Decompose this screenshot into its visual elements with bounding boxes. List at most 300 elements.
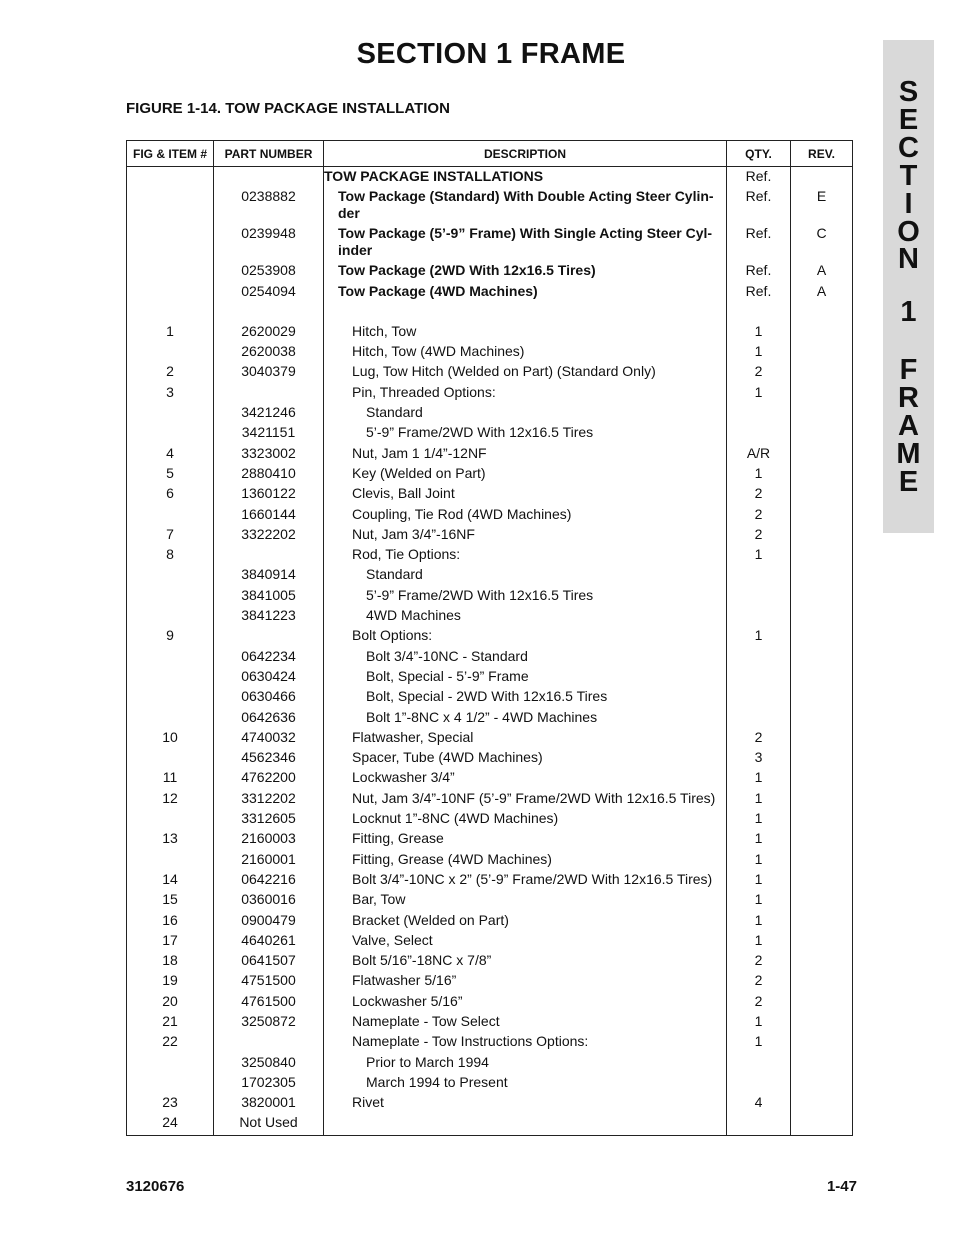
rev-cell	[791, 830, 853, 850]
description-cell	[324, 1114, 727, 1135]
fig-item-cell: 13	[127, 830, 214, 850]
rev-cell	[791, 1114, 853, 1135]
rev-cell	[791, 1054, 853, 1074]
fig-item-cell	[127, 607, 214, 627]
description-text: Nut, Jam 3/4”-10NF (5’-9” Frame/2WD With 12x16.5 Tires)	[352, 789, 716, 806]
description-text: Bolt, Special - 5’-9” Frame	[366, 667, 529, 684]
rev-cell	[791, 952, 853, 972]
part-number-cell	[214, 1033, 324, 1053]
rev-cell	[791, 506, 853, 526]
qty-cell: 1	[727, 627, 791, 647]
part-number-cell: 0253908	[214, 262, 324, 282]
description-cell	[324, 465, 727, 485]
table-row	[127, 993, 853, 1013]
part-number-cell: 0254094	[214, 283, 324, 303]
table-row	[127, 688, 853, 708]
rev-cell	[791, 445, 853, 465]
table-row	[127, 709, 853, 729]
fig-item-cell	[127, 167, 214, 189]
description-cell	[324, 1013, 727, 1033]
description-cell	[324, 851, 727, 871]
side-tab-letter: R	[898, 382, 919, 414]
description-text: Clevis, Ball Joint	[352, 485, 455, 502]
description-text: 5’-9” Frame/2WD With 12x16.5 Tires	[366, 586, 594, 603]
part-number-cell: 3841005	[214, 587, 324, 607]
description-text: Bolt, Special - 2WD With 12x16.5 Tires	[366, 688, 608, 705]
description-text: 4WD Machines	[366, 607, 461, 624]
fig-item-cell	[127, 424, 214, 444]
rev-cell	[791, 891, 853, 911]
side-tab-letter: F	[899, 354, 918, 386]
fig-item-cell	[127, 188, 214, 225]
table-header-row	[127, 141, 853, 167]
part-number-cell: 0642216	[214, 871, 324, 891]
rev-cell	[791, 546, 853, 566]
table-row	[127, 952, 853, 972]
table-row	[127, 1074, 853, 1094]
part-number-cell: 4761500	[214, 993, 324, 1013]
header-fig-item: FIG & ITEM #	[127, 141, 214, 167]
fig-item-cell	[127, 1054, 214, 1074]
part-number-cell: 0630424	[214, 668, 324, 688]
description-text: Key (Welded on Part)	[352, 464, 486, 481]
description-text: Standard	[366, 566, 423, 583]
description-text: Nut, Jam 3/4”-16NF	[352, 525, 475, 542]
table-row	[127, 627, 853, 647]
description-cell	[324, 891, 727, 911]
qty-cell: 1	[727, 851, 791, 871]
fig-item-cell: 19	[127, 972, 214, 992]
description-cell	[324, 566, 727, 586]
fig-item-cell	[127, 343, 214, 363]
rev-cell	[791, 769, 853, 789]
part-number-cell: 0900479	[214, 912, 324, 932]
description-text: Bolt 1”-8NC x 4 1/2” - 4WD Machines	[366, 708, 598, 725]
description-cell	[324, 993, 727, 1013]
description-text: Coupling, Tie Rod (4WD Machines)	[352, 505, 572, 522]
fig-item-cell: 23	[127, 1094, 214, 1114]
description-cell	[324, 871, 727, 891]
part-number-cell: 3250872	[214, 1013, 324, 1033]
rev-cell	[791, 729, 853, 749]
table-row	[127, 404, 853, 424]
table-row	[127, 891, 853, 911]
rev-cell	[791, 323, 853, 343]
qty-cell: 2	[727, 363, 791, 383]
part-number-cell: 3323002	[214, 445, 324, 465]
fig-item-cell: 1	[127, 323, 214, 343]
description-cell	[324, 709, 727, 729]
qty-cell	[727, 607, 791, 627]
side-tab-letter: A	[898, 410, 919, 442]
description-cell	[324, 1054, 727, 1074]
table-row	[127, 790, 853, 810]
table-row	[127, 607, 853, 627]
qty-cell	[727, 1074, 791, 1094]
side-tab-letter: N	[898, 243, 919, 275]
fig-item-cell	[127, 262, 214, 282]
qty-cell	[727, 1114, 791, 1135]
figure-title: FIGURE 1-14. TOW PACKAGE INSTALLATION	[126, 100, 450, 117]
table-row	[127, 445, 853, 465]
qty-cell: 1	[727, 343, 791, 363]
description-cell	[324, 912, 727, 932]
fig-item-cell: 17	[127, 932, 214, 952]
rev-cell	[791, 343, 853, 363]
description-text: Nameplate - Tow Select	[352, 1012, 500, 1029]
doc-number: 3120676	[126, 1178, 185, 1195]
table-row	[127, 749, 853, 769]
description-text: Locknut 1”-8NC (4WD Machines)	[352, 810, 559, 827]
part-number-cell: 0642234	[214, 648, 324, 668]
description-cell	[324, 587, 727, 607]
qty-cell: 3	[727, 749, 791, 769]
qty-cell: Ref.	[727, 262, 791, 282]
description-cell	[324, 1074, 727, 1094]
qty-cell: 1	[727, 546, 791, 566]
rev-cell	[791, 912, 853, 932]
description-cell	[324, 932, 727, 952]
fig-item-cell: 10	[127, 729, 214, 749]
description-cell	[324, 810, 727, 830]
description-cell	[324, 445, 727, 465]
rev-cell	[791, 1013, 853, 1033]
rev-cell: A	[791, 262, 853, 282]
rev-cell	[791, 871, 853, 891]
fig-item-cell	[127, 709, 214, 729]
part-number-cell: 2160001	[214, 851, 324, 871]
table-row	[127, 972, 853, 992]
part-number-cell: 3421246	[214, 404, 324, 424]
table-row	[127, 506, 853, 526]
fig-item-cell: 11	[127, 769, 214, 789]
description-cell	[324, 688, 727, 708]
description-cell	[324, 972, 727, 992]
qty-cell: 1	[727, 384, 791, 404]
description-cell	[324, 607, 727, 627]
table-row	[127, 262, 853, 282]
rev-cell	[791, 627, 853, 647]
qty-cell	[727, 1054, 791, 1074]
description-text: Fitting, Grease (4WD Machines)	[352, 850, 552, 867]
fig-item-cell: 9	[127, 627, 214, 647]
part-number-cell: 0239948	[214, 225, 324, 262]
description-text: 5’-9” Frame/2WD With 12x16.5 Tires	[366, 424, 594, 441]
qty-cell: 2	[727, 729, 791, 749]
fig-item-cell	[127, 303, 214, 323]
description-cell	[324, 167, 727, 189]
fig-item-cell: 6	[127, 485, 214, 505]
qty-cell: Ref.	[727, 225, 791, 262]
qty-cell: 4	[727, 1094, 791, 1114]
part-number-cell: 3840914	[214, 566, 324, 586]
part-number-cell	[214, 167, 324, 189]
qty-cell: 1	[727, 790, 791, 810]
table-row	[127, 343, 853, 363]
fig-item-cell	[127, 283, 214, 303]
qty-cell	[727, 648, 791, 668]
rev-cell	[791, 932, 853, 952]
table-row	[127, 303, 853, 323]
description-cell	[324, 343, 727, 363]
qty-cell: Ref.	[727, 167, 791, 189]
description-text: Flatwasher 5/16”	[352, 972, 457, 989]
rev-cell	[791, 424, 853, 444]
side-tab-letter: E	[898, 104, 919, 136]
rev-cell	[791, 972, 853, 992]
fig-item-cell	[127, 225, 214, 262]
rev-cell	[791, 810, 853, 830]
part-number-cell: 3312605	[214, 810, 324, 830]
rev-cell	[791, 587, 853, 607]
part-number-cell: 3820001	[214, 1094, 324, 1114]
part-number-cell: 0642636	[214, 709, 324, 729]
fig-item-cell: 20	[127, 993, 214, 1013]
header-part-number: PART NUMBER	[214, 141, 324, 167]
description-cell	[324, 830, 727, 850]
description-text: Bar, Tow	[352, 891, 406, 908]
qty-cell: 2	[727, 952, 791, 972]
part-number-cell: 4762200	[214, 769, 324, 789]
description-text: Bolt 3/4”-10NC - Standard	[366, 647, 528, 664]
fig-item-cell	[127, 566, 214, 586]
table-row	[127, 729, 853, 749]
part-number-cell: 3040379	[214, 363, 324, 383]
rev-cell	[791, 607, 853, 627]
rev-cell	[791, 566, 853, 586]
part-number-cell: 2620038	[214, 343, 324, 363]
qty-cell: 1	[727, 810, 791, 830]
qty-cell: 1	[727, 323, 791, 343]
rev-cell	[791, 1033, 853, 1053]
rev-cell	[791, 749, 853, 769]
description-cell	[324, 627, 727, 647]
description-cell	[324, 506, 727, 526]
part-number-cell: 3322202	[214, 526, 324, 546]
qty-cell: 1	[727, 891, 791, 911]
description-text: Spacer, Tube (4WD Machines)	[352, 749, 543, 766]
description-text: Pin, Threaded Options:	[352, 383, 496, 400]
fig-item-cell	[127, 810, 214, 830]
rev-cell: E	[791, 188, 853, 225]
fig-item-cell: 4	[127, 445, 214, 465]
qty-cell: 2	[727, 506, 791, 526]
part-number-cell: 4751500	[214, 972, 324, 992]
table-row	[127, 932, 853, 952]
part-number-cell	[214, 384, 324, 404]
table-row	[127, 587, 853, 607]
part-number-cell: 0360016	[214, 891, 324, 911]
description-cell	[324, 546, 727, 566]
description-cell	[324, 1094, 727, 1114]
table-row	[127, 424, 853, 444]
rev-cell	[791, 384, 853, 404]
fig-item-cell	[127, 688, 214, 708]
table-row	[127, 1033, 853, 1053]
description-cell	[324, 225, 727, 262]
description-cell	[324, 363, 727, 383]
rev-cell: A	[791, 283, 853, 303]
qty-cell: 1	[727, 871, 791, 891]
rev-cell	[791, 668, 853, 688]
rev-cell	[791, 851, 853, 871]
table-row	[127, 283, 853, 303]
description-text: Bolt Options:	[352, 627, 433, 644]
qty-cell	[727, 587, 791, 607]
description-text: Nameplate - Tow Instructions Options:	[352, 1033, 589, 1050]
fig-item-cell: 12	[127, 790, 214, 810]
part-number-cell: 3312202	[214, 790, 324, 810]
table-row	[127, 485, 853, 505]
rev-cell	[791, 465, 853, 485]
rev-cell	[791, 1094, 853, 1114]
rev-cell	[791, 404, 853, 424]
description-cell	[324, 262, 727, 282]
description-text: Bracket (Welded on Part)	[352, 911, 509, 928]
rev-cell	[791, 485, 853, 505]
table-row	[127, 1114, 853, 1135]
fig-item-cell: 21	[127, 1013, 214, 1033]
fig-item-cell	[127, 668, 214, 688]
description-text: Tow Package (Standard) With Double Acting Steer Cylin- der	[338, 188, 714, 222]
table-row	[127, 566, 853, 586]
part-number-cell: 3841223	[214, 607, 324, 627]
table-row	[127, 668, 853, 688]
table-row	[127, 526, 853, 546]
fig-item-cell	[127, 851, 214, 871]
description-cell	[324, 404, 727, 424]
fig-item-cell	[127, 1074, 214, 1094]
qty-cell: Ref.	[727, 283, 791, 303]
part-number-cell: 2160003	[214, 830, 324, 850]
header-description: DESCRIPTION	[324, 141, 727, 167]
fig-item-cell	[127, 404, 214, 424]
qty-cell	[727, 424, 791, 444]
qty-cell: Ref.	[727, 188, 791, 225]
description-cell	[324, 283, 727, 303]
description-cell	[324, 668, 727, 688]
rev-cell	[791, 993, 853, 1013]
part-number-cell: 4562346	[214, 749, 324, 769]
description-text: Rivet	[352, 1094, 384, 1111]
rev-cell	[791, 709, 853, 729]
header-qty: QTY.	[727, 141, 791, 167]
rev-cell	[791, 790, 853, 810]
rev-cell	[791, 648, 853, 668]
part-number-cell: 0630466	[214, 688, 324, 708]
part-number-cell	[214, 627, 324, 647]
part-number-cell: 0641507	[214, 952, 324, 972]
fig-item-cell: 5	[127, 465, 214, 485]
description-text: Valve, Select	[352, 931, 433, 948]
fig-item-cell: 14	[127, 871, 214, 891]
qty-cell: 2	[727, 993, 791, 1013]
side-tab-letter: T	[899, 160, 918, 192]
fig-item-cell	[127, 506, 214, 526]
side-tab-letter: O	[897, 216, 920, 248]
part-number-cell: 4640261	[214, 932, 324, 952]
qty-cell: 2	[727, 972, 791, 992]
rev-cell: C	[791, 225, 853, 262]
description-cell	[324, 384, 727, 404]
part-number-cell: 2620029	[214, 323, 324, 343]
description-cell	[324, 526, 727, 546]
side-tab-letter: M	[896, 438, 921, 470]
part-number-cell: Not Used	[214, 1114, 324, 1135]
description-text: Lug, Tow Hitch (Welded on Part) (Standard Only)	[352, 363, 656, 380]
qty-cell	[727, 303, 791, 323]
rev-cell	[791, 526, 853, 546]
table-row	[127, 188, 853, 225]
side-tab-letter: S	[898, 76, 919, 108]
rev-cell	[791, 167, 853, 189]
table-row	[127, 1054, 853, 1074]
part-number-cell: 1360122	[214, 485, 324, 505]
qty-cell: A/R	[727, 445, 791, 465]
part-number-cell	[214, 546, 324, 566]
description-text: Tow Package (4WD Machines)	[338, 282, 538, 299]
description-cell	[324, 790, 727, 810]
description-cell	[324, 952, 727, 972]
fig-item-cell: 3	[127, 384, 214, 404]
table-row	[127, 1013, 853, 1033]
description-text: Bolt 5/16”-18NC x 7/8”	[352, 952, 492, 969]
qty-cell: 1	[727, 830, 791, 850]
description-text: Lockwasher 5/16”	[352, 992, 463, 1009]
rev-cell	[791, 1074, 853, 1094]
description-cell	[324, 188, 727, 225]
section-title: SECTION 1 FRAME	[356, 38, 626, 70]
rev-cell	[791, 688, 853, 708]
qty-cell: 2	[727, 526, 791, 546]
qty-cell: 1	[727, 1013, 791, 1033]
part-number-cell: 0238882	[214, 188, 324, 225]
section-side-tab	[883, 40, 934, 533]
parts-table	[126, 140, 853, 1136]
description-cell	[324, 769, 727, 789]
rev-cell	[791, 363, 853, 383]
description-cell	[324, 749, 727, 769]
fig-item-cell	[127, 749, 214, 769]
description-text: Nut, Jam 1 1/4”-12NF	[352, 444, 487, 461]
qty-cell: 1	[727, 465, 791, 485]
description-text: Prior to March 1994	[366, 1053, 489, 1070]
description-cell	[324, 648, 727, 668]
fig-item-cell: 8	[127, 546, 214, 566]
qty-cell	[727, 668, 791, 688]
page-number: 1-47	[826, 1178, 857, 1195]
table-row	[127, 384, 853, 404]
qty-cell	[727, 404, 791, 424]
part-number-cell: 4740032	[214, 729, 324, 749]
table-row	[127, 167, 853, 189]
table-row	[127, 648, 853, 668]
table-row	[127, 363, 853, 383]
side-tab-letter: I	[904, 188, 913, 220]
qty-cell: 1	[727, 932, 791, 952]
description-cell	[324, 323, 727, 343]
qty-cell: 1	[727, 912, 791, 932]
side-tab-letter: E	[898, 466, 919, 498]
part-number-cell	[214, 303, 324, 323]
part-number-cell: 1660144	[214, 506, 324, 526]
fig-item-cell: 18	[127, 952, 214, 972]
qty-cell: 2	[727, 485, 791, 505]
fig-item-cell: 7	[127, 526, 214, 546]
part-number-cell: 1702305	[214, 1074, 324, 1094]
table-row	[127, 810, 853, 830]
description-cell	[324, 303, 727, 323]
